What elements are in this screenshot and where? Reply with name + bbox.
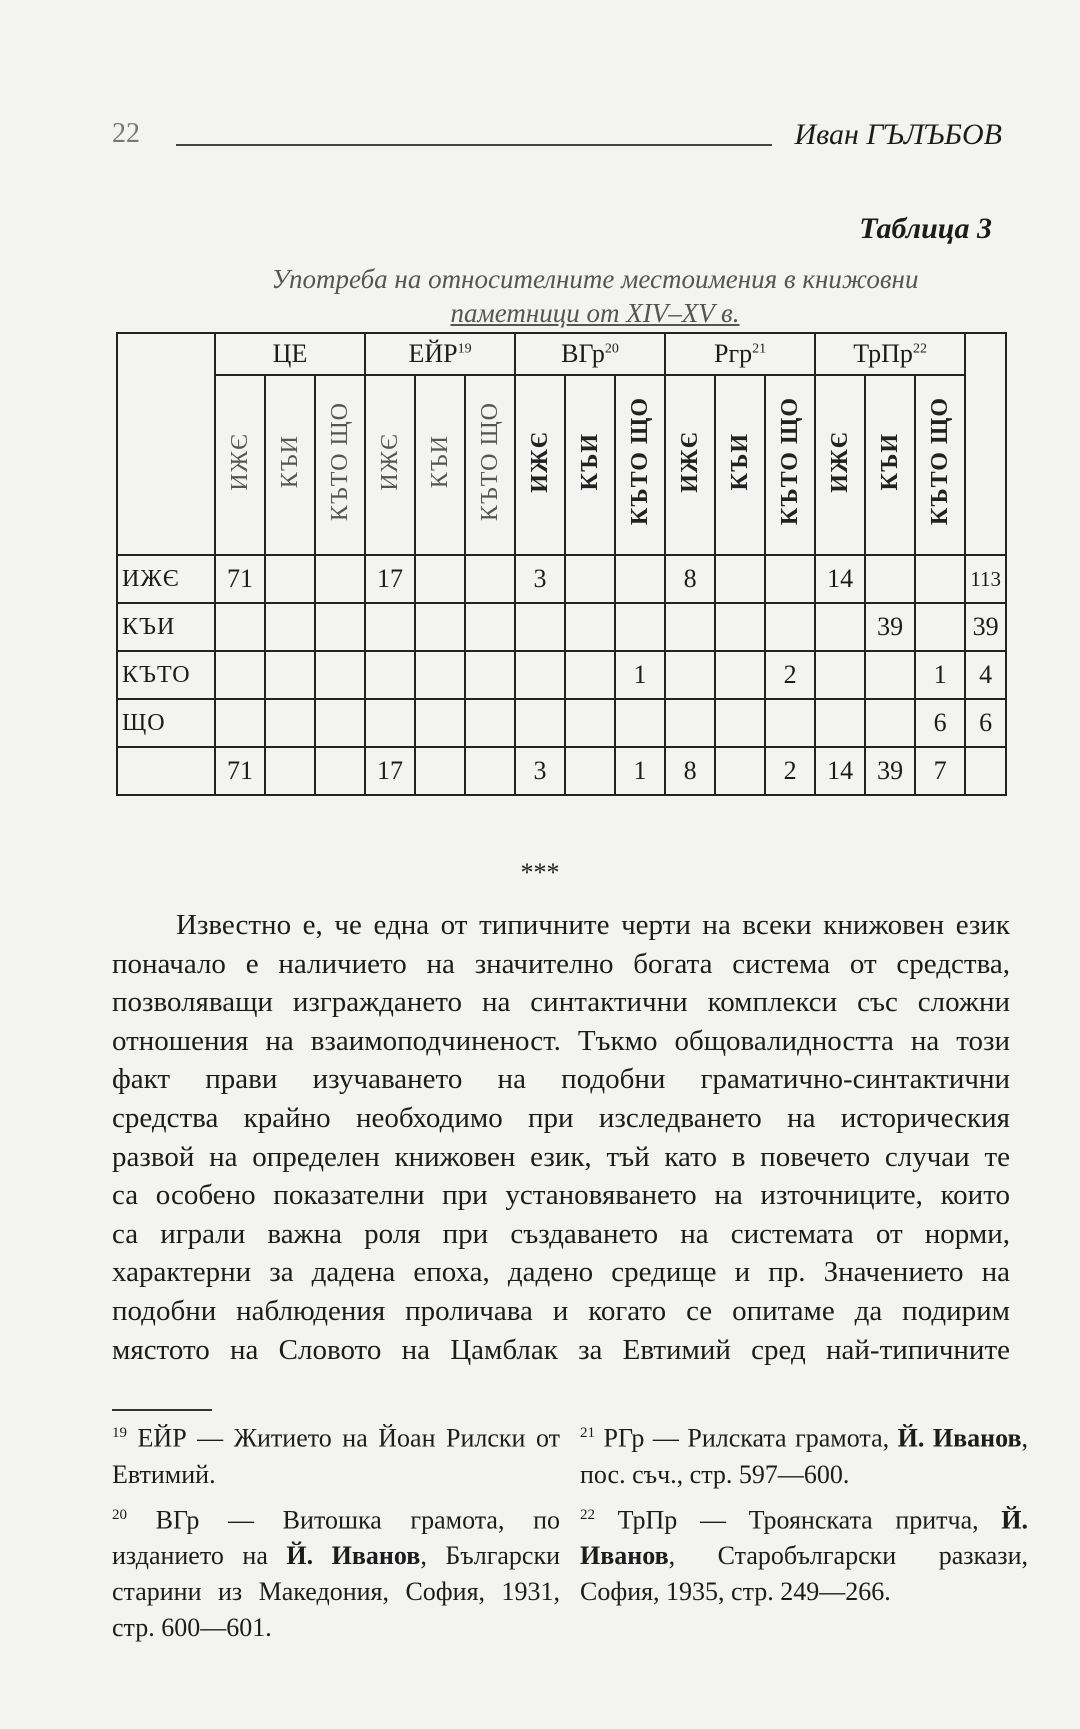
- pronoun-table: [116, 332, 1007, 796]
- table-cell: [615, 555, 665, 603]
- table-row: [117, 699, 1006, 747]
- group-header-4: [815, 333, 965, 375]
- group-header-0: [215, 333, 365, 375]
- group-header-1: [365, 333, 515, 375]
- table-row: [117, 651, 1006, 699]
- table-cell: 7: [915, 747, 965, 795]
- group-name: ТрПр: [853, 339, 913, 368]
- table-cell: 2: [765, 651, 815, 699]
- body-line: са играли важна роля при създаването на системата от норми,: [112, 1217, 1010, 1250]
- table-cell: [415, 603, 465, 651]
- table-cell: [765, 603, 815, 651]
- footnotes-right: [580, 1415, 1028, 1614]
- subcol-label: КЪТО ЩО: [476, 401, 503, 522]
- table-cell: 8: [665, 555, 715, 603]
- table-cell: [915, 555, 965, 603]
- table-cell: [465, 603, 515, 651]
- group-name: ВГр: [561, 339, 605, 368]
- subcol-header: [915, 375, 965, 555]
- table-cell: [565, 603, 615, 651]
- subcol-label: КЪТО ЩО: [326, 401, 353, 522]
- table-cell: [365, 651, 415, 699]
- row-label: ЩО: [117, 699, 215, 747]
- group-name: Ргр: [714, 339, 753, 368]
- footnote-20: [112, 1497, 560, 1647]
- total-column-header: [965, 333, 1006, 555]
- table-cell: [815, 699, 865, 747]
- table-cell: [815, 603, 865, 651]
- subcol-label: КЪТО ЩО: [776, 397, 803, 526]
- row-total: 113: [965, 555, 1006, 603]
- subcol-label: ИЖЄ: [526, 430, 553, 493]
- subcol-label: КЪИ: [576, 432, 603, 491]
- subcol-label: ИЖЄ: [826, 430, 853, 493]
- table-cell: [765, 555, 815, 603]
- subcol-label: КЪИ: [276, 434, 303, 489]
- footnote-rule: [112, 1409, 212, 1411]
- footnote-author: Й. Иванов: [580, 1505, 1029, 1571]
- header-rule: [176, 144, 772, 146]
- subcol-header: [665, 375, 715, 555]
- table-row: [117, 555, 1006, 603]
- table-cell: [415, 651, 465, 699]
- page-number: 22: [112, 118, 140, 149]
- body-line: Известно е, че една от типичните черти на всеки книжовен език: [176, 909, 1010, 941]
- group-footnote-ref: 20: [604, 341, 619, 357]
- table-row: [117, 747, 1006, 795]
- table-group-header-row: [117, 333, 1006, 375]
- table-cell: [915, 603, 965, 651]
- table-cell: [215, 699, 265, 747]
- table-cell: [465, 651, 515, 699]
- footnote-number: 20: [112, 1506, 127, 1523]
- subcol-header: [465, 375, 515, 555]
- body-line: факт прави изучаването на подобни граматично-синтактични: [112, 1063, 1010, 1096]
- table-cell: [565, 747, 615, 795]
- footnote-19: [112, 1415, 560, 1493]
- subcol-header: [415, 375, 465, 555]
- table-cell: 3: [515, 555, 565, 603]
- body-line: развой на определен книжовен език, тъй като в повечето случаи те: [112, 1140, 1010, 1173]
- table-cell: [665, 699, 715, 747]
- caption-line-1: Употреба на относителните местоимения в книжовни: [271, 264, 919, 294]
- table-cell: [415, 699, 465, 747]
- footnote-text: , Старобългарски разкази, София, 1935, стр. 249—266.: [580, 1541, 1028, 1607]
- table-corner-cell: [117, 333, 215, 555]
- table-cell: 39: [865, 603, 915, 651]
- group-footnote-ref: 22: [912, 341, 927, 357]
- table-cell: [465, 747, 515, 795]
- table-cell: [565, 651, 615, 699]
- subcol-header: [715, 375, 765, 555]
- table-cell: [265, 603, 315, 651]
- row-total: [965, 747, 1006, 795]
- body-line: мястото на Словото на Цамблак за Евтимий сред най-типичните: [112, 1333, 1010, 1366]
- table-cell: [615, 699, 665, 747]
- caption-line-2: паметници от XIV–XV в.: [450, 298, 740, 328]
- subcol-label: ИЖЄ: [676, 430, 703, 493]
- subcol-header: [615, 375, 665, 555]
- group-header-3: [665, 333, 815, 375]
- table-cell: 1: [615, 651, 665, 699]
- table-cell: [215, 603, 265, 651]
- row-total: 39: [965, 603, 1006, 651]
- footnote-text: , пос. съч., стр. 597—600.: [580, 1423, 1029, 1489]
- table-row: [117, 603, 1006, 651]
- table-cell: [365, 603, 415, 651]
- table-cell: [265, 651, 315, 699]
- row-total: 6: [965, 699, 1006, 747]
- subcol-header: [865, 375, 915, 555]
- table-cell: [715, 603, 765, 651]
- subcol-label: КЪИ: [426, 434, 453, 489]
- body-line: позволяващи изграждането на синтактични комплекси със сложни: [112, 986, 1010, 1019]
- table-cell: [465, 555, 515, 603]
- table-cell: 3: [515, 747, 565, 795]
- body-paragraph: [112, 906, 1010, 1369]
- table-cell: 17: [365, 555, 415, 603]
- table-cell: [465, 699, 515, 747]
- footnote-number: 21: [580, 1425, 595, 1441]
- table-cell: [315, 603, 365, 651]
- table-cell: [415, 747, 465, 795]
- footnote-text: РГр — Рилската грамота,: [603, 1423, 898, 1453]
- page-header: [112, 118, 1002, 158]
- footnote-text: ТрПр — Троянската притча,: [617, 1505, 1002, 1535]
- table-cell: [715, 555, 765, 603]
- table-cell: [315, 555, 365, 603]
- subcol-label: КЪИ: [876, 432, 903, 491]
- table-cell: [665, 603, 715, 651]
- section-separator: ***: [520, 858, 560, 887]
- footnote-author: Й. Иванов: [286, 1541, 421, 1571]
- table-cell: 2: [765, 747, 815, 795]
- table-cell: [715, 747, 765, 795]
- footnote-22: [580, 1497, 1028, 1611]
- row-label: ИЖЄ: [117, 555, 215, 603]
- table-cell: 17: [365, 747, 415, 795]
- table-cell: 1: [615, 747, 665, 795]
- table-cell: [215, 651, 265, 699]
- subcol-label: КЪИ: [726, 432, 753, 491]
- table-cell: [815, 651, 865, 699]
- table-caption: [215, 262, 975, 330]
- table-cell: 8: [665, 747, 715, 795]
- subcol-label: ИЖЄ: [226, 432, 253, 491]
- table-cell: 71: [215, 747, 265, 795]
- footnote-number: 19: [112, 1425, 127, 1441]
- table-cell: [565, 555, 615, 603]
- footnote-text: , Български старини из Македония, София, 1931, стр. 600—601.: [112, 1541, 560, 1643]
- subcol-header: [265, 375, 315, 555]
- table-cell: [515, 651, 565, 699]
- table-cell: 14: [815, 747, 865, 795]
- table-subheader-row: [117, 375, 1006, 555]
- subcol-header: [365, 375, 415, 555]
- table-cell: [265, 699, 315, 747]
- table-cell: [865, 651, 915, 699]
- table-cell: [415, 555, 465, 603]
- table-cell: [765, 699, 815, 747]
- footnote-author: Й. Иванов: [897, 1423, 1022, 1453]
- subcol-header: [565, 375, 615, 555]
- group-header-2: [515, 333, 665, 375]
- group-footnote-ref: 19: [457, 341, 472, 357]
- table-cell: 6: [915, 699, 965, 747]
- footnote-text: ЕЙР — Житието на Йоан Рилски от Евтимий.: [112, 1423, 560, 1489]
- table-cell: [665, 651, 715, 699]
- row-label: КЪТО: [117, 651, 215, 699]
- table-cell: [515, 699, 565, 747]
- body-line: характерни за дадена епоха, дадено средище и пр. Значението на: [112, 1256, 1010, 1289]
- subcol-label: КЪТО ЩО: [626, 397, 653, 526]
- subcol-header: [315, 375, 365, 555]
- table-cell: [265, 747, 315, 795]
- group-name: ЕЙР: [408, 339, 458, 368]
- row-label: [117, 747, 215, 795]
- table-cell: [265, 555, 315, 603]
- table-cell: [315, 747, 365, 795]
- table-cell: [315, 651, 365, 699]
- subcol-label: ИЖЄ: [376, 432, 403, 491]
- header-author: Иван ГЪЛЪБОВ: [794, 118, 1002, 151]
- table-cell: [515, 603, 565, 651]
- table-cell: 14: [815, 555, 865, 603]
- row-label: КЪИ: [117, 603, 215, 651]
- table-cell: [365, 699, 415, 747]
- group-name: ЦЕ: [272, 339, 308, 368]
- subcol-header: [765, 375, 815, 555]
- body-line: отношения на взаимоподчиненост. Тъкмо общовалидността на този: [112, 1024, 1010, 1057]
- table-cell: [715, 651, 765, 699]
- table-cell: [715, 699, 765, 747]
- table-cell: [615, 603, 665, 651]
- table-cell: [865, 699, 915, 747]
- table-cell: [315, 699, 365, 747]
- body-line: подобни наблюдения проличава и когато се опитаме да подирим: [112, 1294, 1010, 1327]
- subcol-header: [815, 375, 865, 555]
- body-line: средства крайно необходимо при изследването на историческия: [112, 1101, 1010, 1134]
- row-total: 4: [965, 651, 1006, 699]
- table-label: Таблица 3: [859, 212, 992, 245]
- table-cell: 39: [865, 747, 915, 795]
- body-line: са особено показателни при установяването на източниците, които: [112, 1179, 1010, 1212]
- footnotes-left: [112, 1415, 560, 1650]
- footnote-number: 22: [580, 1506, 595, 1523]
- footnote-21: [580, 1415, 1028, 1493]
- subcol-label: КЪТО ЩО: [926, 397, 953, 526]
- footnote-text: ВГр — Витошка грамота, по изданието на: [112, 1505, 561, 1571]
- subcol-header: [515, 375, 565, 555]
- table-cell: 71: [215, 555, 265, 603]
- table-cell: [865, 555, 915, 603]
- group-footnote-ref: 21: [752, 341, 767, 357]
- table-cell: 1: [915, 651, 965, 699]
- table-cell: [565, 699, 615, 747]
- body-line: поначало е наличието на значително богата система от средства,: [112, 947, 1010, 980]
- subcol-header: [215, 375, 265, 555]
